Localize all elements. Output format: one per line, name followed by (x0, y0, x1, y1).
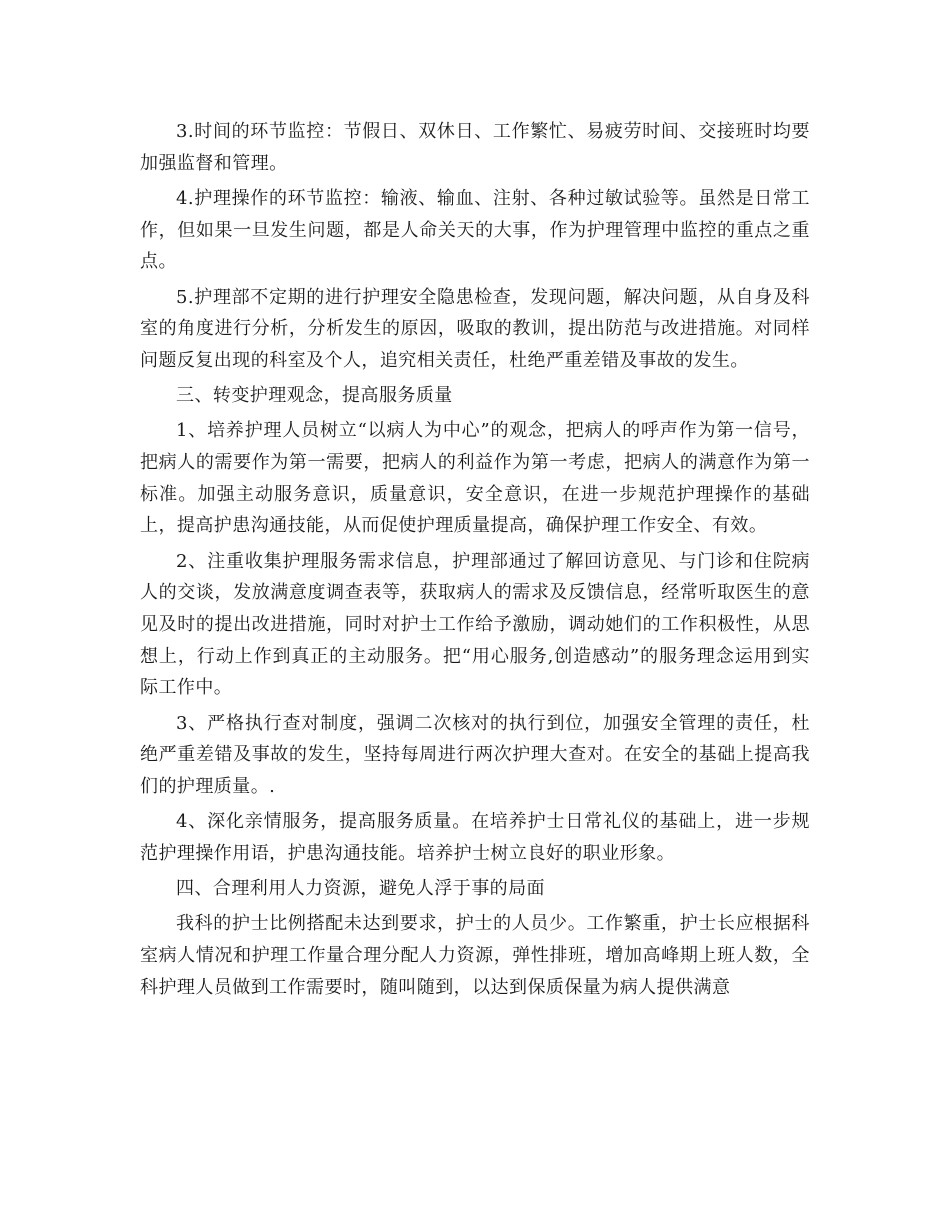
paragraph-time-monitoring: 3.时间的环节监控：节假日、双休日、工作繁忙、易疲劳时间、交接班时均要加强监督和管理。 (140, 121, 810, 174)
paragraph-staffing: 我科的护士比例搭配未达到要求，护士的人员少。工作繁重，护士长应根据科室病人情况和护理工作量合理分配人力资源，弹性排班，增加高峰期上班人数，全科护理人员做到工作需要时，随叫随到，以达到保质保量为病人提供满意 (140, 913, 810, 998)
paragraph-feedback-collection: 2、注重收集护理服务需求信息，护理部通过了解回访意见、与门诊和住院病人的交谈，发放满意度调查表等，获取病人的需求及反馈信息，经常听取医生的意见及时的提出改进措施，同时对护士工作给予激励，调动她们的工作积极性，从思想上，行动上作到真正的主动服务。把“用心服务,创造感动”的服务理念运用到实际工作中。 (140, 550, 810, 699)
section-heading-3: 三、转变护理观念，提高服务质量 (176, 385, 453, 407)
paragraph-checking-system: 3、严格执行查对制度，强调二次核对的执行到位，加强安全管理的责任，杜绝严重差错及事故的发生，坚持每周进行两次护理大查对。在安全的基础上提高我们的护理质量。. (140, 712, 810, 798)
paragraph-operation-monitoring: 4.护理操作的环节监控：输液、输血、注射、各种过敏试验等。虽然是日常工作，但如果一旦发生问题，都是人命关天的大事，作为护理管理中监控的重点之重点。 (140, 187, 810, 273)
section-heading-4: 四、合理利用人力资源，避免人浮于事的局面 (176, 878, 545, 900)
paragraph-caring-service: 4、深化亲情服务，提高服务质量。在培养护士日常礼仪的基础上，进一步规范护理操作用语，护患沟通技能。培养护士树立良好的职业形象。 (140, 811, 810, 864)
paragraph-safety-inspection: 5.护理部不定期的进行护理安全隐患检查，发现问题，解决问题，从自身及科室的角度进行分析，分析发生的原因，吸取的教训，提出防范与改进措施。对同样问题反复出现的科室及个人，追究相关责任，杜绝严重差错及事故的发生。 (140, 286, 810, 371)
paragraph-patient-centered: 1、培养护理人员树立“以病人为中心”的观念，把病人的呼声作为第一信号，把病人的需要作为第一需要，把病人的利益作为第一考虑，把病人的满意作为第一标准。加强主动服务意识，质量意识，安全意识，在进一步规范护理操作的基础上，提高护患沟通技能，从而促使护理质量提高，确保护理工作安全、有效。 (140, 420, 810, 537)
document-body (140, 116, 810, 1007)
